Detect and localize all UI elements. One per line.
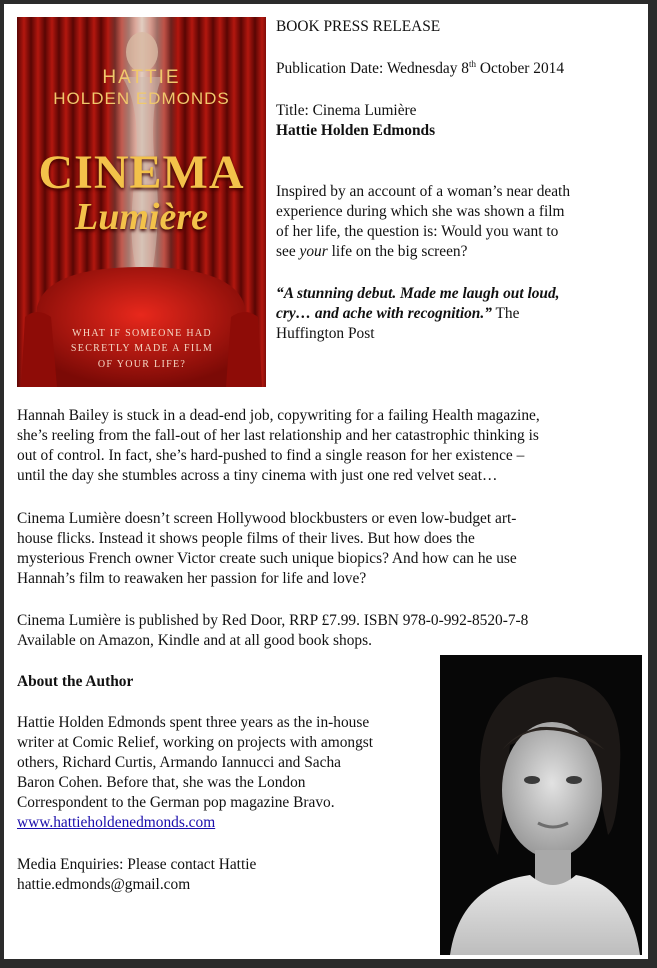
- review-source-tail: The: [491, 305, 520, 322]
- book-cover-image: [17, 17, 266, 387]
- book-author: Hattie Holden Edmonds: [276, 122, 436, 139]
- author-website-link[interactable]: www.hattieholdenedmonds.com: [17, 814, 216, 831]
- publishing-info-line: Cinema Lumière is published by Red Door, RRP £7.99. ISBN 978-0-992-8520-7-8: [17, 612, 529, 629]
- publication-date: [276, 59, 564, 79]
- cover-author-line2: HOLDEN EDMONDS: [53, 89, 230, 108]
- intro-line-last: [276, 242, 467, 262]
- book-title-line: Title: Cinema Lumière: [276, 102, 417, 119]
- publication-date-label: Publication Date: Wednesday 8: [276, 60, 469, 77]
- document-heading: BOOK PRESS RELEASE: [276, 18, 441, 35]
- review-quote-line1: “A stunning debut. Made me laugh out loud,: [276, 285, 560, 302]
- review-quote-text: cry… and ache with recognition.”: [276, 305, 492, 322]
- intro-line: of her life, the question is: Would you want to: [276, 223, 559, 240]
- author-portrait: [440, 655, 642, 955]
- intro-post: life on the big screen?: [327, 243, 468, 260]
- author-bio-line: Hattie Holden Edmonds spent three years as the in-house: [17, 714, 370, 731]
- review-quote-line2: [276, 304, 519, 324]
- synopsis1-line: until the day she stumbles across a tiny cinema with just one red velvet seat…: [17, 467, 498, 484]
- author-bio-line: writer at Comic Relief, working on projects with amongst: [17, 734, 374, 751]
- intro-pre: see: [276, 243, 300, 260]
- synopsis2-line: house flicks. Instead it shows people films of their lives. But how does the: [17, 530, 475, 547]
- review-source: Huffington Post: [276, 325, 375, 342]
- author-bio-line: Baron Cohen. Before that, she was the London: [17, 774, 306, 791]
- cover-title-line2: Lumière: [75, 196, 208, 238]
- publication-date-rest: October 2014: [475, 60, 565, 77]
- author-bio-line: others, Richard Curtis, Armando Iannucci and Sacha: [17, 754, 341, 771]
- synopsis1-line: Hannah Bailey is stuck in a dead-end job, copywriting for a failing Health magazine,: [17, 407, 540, 424]
- cover-tagline-line2: SECRETLY MADE A FILM: [70, 343, 214, 354]
- synopsis2-line: Cinema Lumière doesn’t screen Hollywood blockbusters or even low-budget art-: [17, 510, 517, 527]
- synopsis1-line: she’s reeling from the fall-out of her last relationship and her catastrophic thinking is: [17, 427, 539, 444]
- cover-tagline-line3: OF YOUR LIFE?: [97, 359, 187, 370]
- author-photo: [440, 655, 642, 955]
- publication-date-suffix: th: [468, 58, 476, 69]
- synopsis1-line: out of control. In fact, she’s hard-pushed to find a single reason for her existence –: [17, 447, 525, 464]
- about-author-heading: About the Author: [17, 673, 134, 690]
- synopsis2-line: Hannah’s film to reawaken her passion for life and love?: [17, 570, 367, 587]
- intro-line: experience during which she was shown a film: [276, 203, 565, 220]
- publishing-info-line: Available on Amazon, Kindle and at all good book shops.: [17, 632, 372, 649]
- author-bio-line: Correspondent to the German pop magazine Bravo.: [17, 794, 335, 811]
- contact-email: hattie.edmonds@gmail.com: [17, 876, 191, 893]
- synopsis2-line: mysterious French owner Victor create such unique biopics? And how can he use: [17, 550, 517, 567]
- cover-tagline-line1: WHAT IF SOMEONE HAD: [72, 328, 212, 339]
- cover-author-line1: HATTIE: [102, 67, 181, 88]
- intro-emphasis: your: [299, 243, 328, 260]
- media-enquiries: Media Enquiries: Please contact Hattie: [17, 856, 257, 873]
- intro-line: Inspired by an account of a woman’s near death: [276, 183, 571, 200]
- cover-title-line1: CINEMA: [38, 146, 245, 199]
